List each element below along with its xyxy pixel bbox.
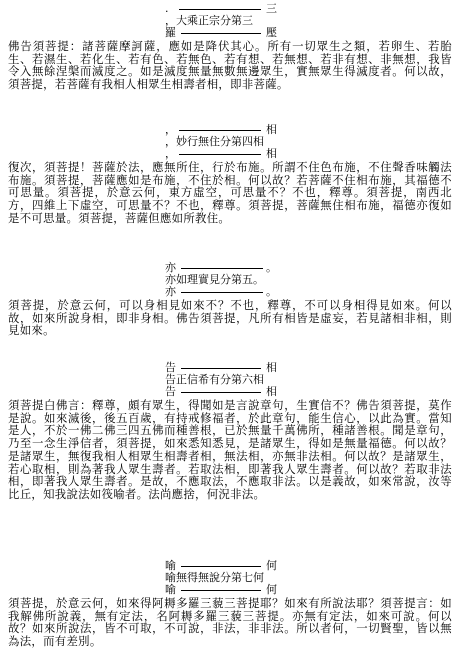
header-line-title — [165, 572, 277, 584]
header-line-top: . 三 — [165, 2, 277, 15]
section-title: ，妙行無住分第四相 — [165, 135, 264, 148]
section-title: 告正信希有分第六相 — [165, 373, 264, 386]
header-line-bottom: 亦 。 — [165, 285, 277, 298]
header-rule — [181, 368, 261, 369]
header-line-top: ， 相 — [165, 123, 277, 136]
section-4-header — [0, 362, 458, 398]
header-rule — [181, 268, 263, 269]
section-1 — [0, 3, 458, 91]
section-2-header — [0, 124, 458, 160]
section-body: 須菩提，於意云何，可以身相見如來不？不也，釋尊，不可以身相得見如來。何以故，如來所說身相，即非身相。佛告須菩提，凡所有相皆是虛妄，若見諸相非相，則見如來。 — [8, 298, 452, 338]
header-line-title — [165, 274, 277, 286]
header-line-top: 告 相 — [165, 361, 277, 374]
section-1-header — [0, 3, 458, 39]
section-3-header — [0, 262, 458, 298]
header-rule — [181, 590, 261, 591]
section-title: 亦如理實見分第五。 — [165, 273, 264, 286]
header-rule — [179, 154, 261, 155]
header-line-bottom: ， 相 — [165, 147, 277, 160]
section-3 — [0, 262, 458, 337]
header-rule — [181, 292, 263, 293]
header-rule — [181, 392, 261, 393]
section-2 — [0, 124, 458, 225]
section-4 — [0, 362, 458, 501]
section-body: 佛告須菩提：諸菩薩摩訶薩，應如是降伏其心。所有一切眾生之類，若卵生、若胎生、若濕生、若化生、若有色、若無色、若有想、若無想、若非有想、非無想，我皆令入無餘涅槃而滅度之。如是滅度無量無數無邊眾生，實無眾生得滅度者。何以故，須菩提，若菩薩有我相人相眾生相壽者相，即非菩薩。 — [8, 39, 452, 92]
section-title: 喻無得無說分第七何 — [165, 571, 264, 584]
section-5-header — [0, 560, 458, 596]
header-line-title — [165, 15, 277, 27]
section-title: ，大乘正宗分第三 — [165, 14, 253, 27]
header-rule — [179, 9, 261, 10]
section-body: 復次，須菩提！菩薩於法，應無所住，行於布施。所謂不住色布施，不住聲香味觸法布施。須菩提，菩薩應如是布施，不住於相。何以故？若菩薩不住相布施，其福德不可思量。須菩提，於意云何，東方虛空，可思量不？不也，釋尊。須菩提，南西北方，四維上下虛空，可思量不？不也，釋尊。須菩提，菩薩無住相布施，福德亦復如是不可思量。須菩提，菩薩但應如所教住。 — [8, 160, 452, 225]
header-line-bottom: 告 相 — [165, 385, 277, 398]
header-line-title — [165, 136, 277, 148]
header-rule — [181, 33, 261, 34]
header-line-top: 亦 。 — [165, 261, 277, 274]
header-line-bottom: 羅 壓 — [165, 26, 277, 39]
section-body: 須菩提，於意云何，如來得阿耨多羅三藐三菩提耶？如來有所說法耶？須菩提言：如我解佛所說義，無有定法，名阿耨多羅三藐三菩提。亦無有定法，如來可說。何以故？如來所說法，皆不可取，不可說，非法，非非法。所以者何，一切賢聖，皆以無為法，而有差別。 — [8, 596, 452, 649]
header-line-top: 喻 何 — [165, 559, 277, 572]
header-line-title — [165, 374, 277, 386]
header-rule — [179, 130, 261, 131]
header-line-bottom: 喻 何 — [165, 583, 277, 596]
header-rule — [181, 566, 261, 567]
section-body: 須菩提白佛言：釋尊，頗有眾生，得聞如是言說章句，生實信不？佛告須菩提，莫作是說。如來滅後，後五百歲，有持戒修福者，於此章句，能生信心，以此為實。當知是人，不於一佛二佛三四五佛而種善根，已於無量千萬佛所，種諸善根。聞是章句，乃至一念生淨信者，須菩提，如來悉知悉見，是諸眾生，得如是無量福德。何以故？是諸眾生，無復我相人相眾生相壽者相，無法相，亦無非法相。何以故？是諸眾生，若心取相，則為著我人眾生壽者。若取法相，即著我人眾生壽者。何以故？若取非法相，即著我人眾生壽者。是故，不應取法，不應取非法。以是義故，如來常說，汝等比丘，知我說法如筏喻者。法尚應捨，何況非法。 — [8, 398, 452, 501]
section-5 — [0, 560, 458, 648]
